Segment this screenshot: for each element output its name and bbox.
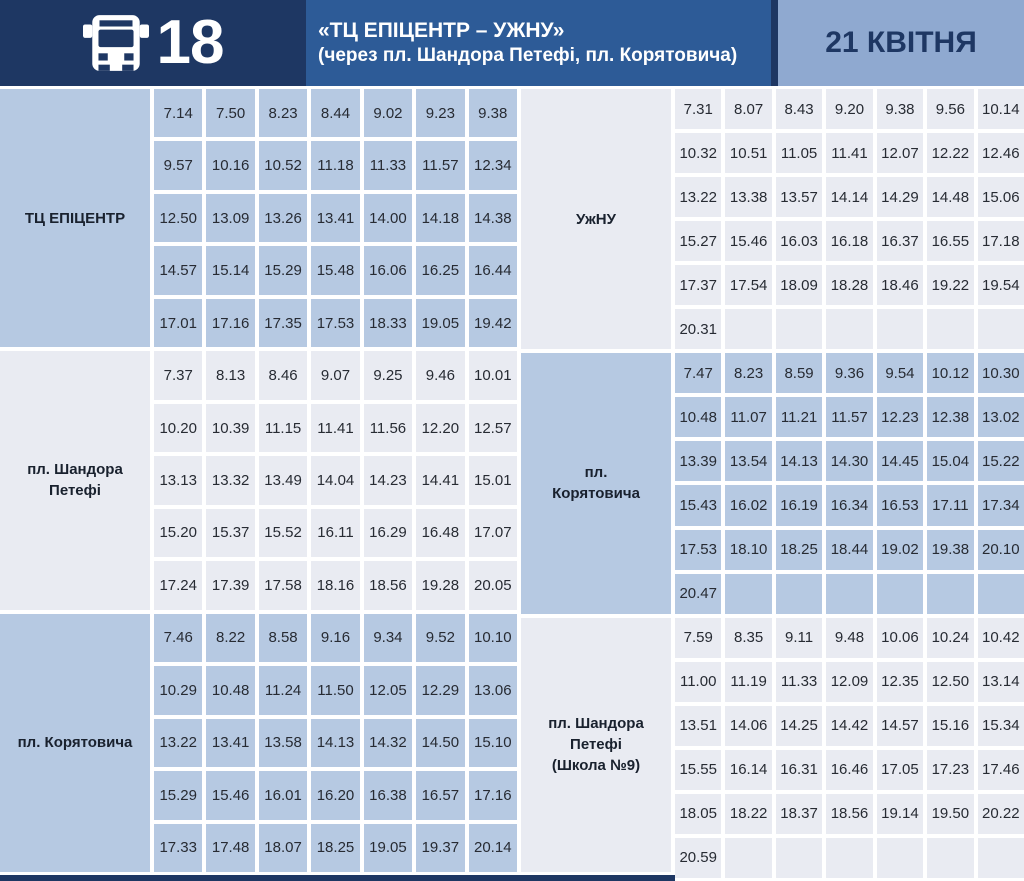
time-cell: 14.14: [826, 177, 872, 217]
time-cell: 14.57: [877, 706, 923, 746]
time-cell: 10.06: [877, 618, 923, 658]
time-cell: 7.47: [675, 353, 721, 393]
time-cell: 9.36: [826, 353, 872, 393]
time-cell: 18.25: [311, 824, 359, 872]
time-cell: 11.33: [776, 662, 822, 702]
time-cell: 15.48: [311, 246, 359, 294]
time-cell: 9.20: [826, 89, 872, 129]
time-cell: 12.35: [877, 662, 923, 702]
time-cell: 15.46: [725, 221, 771, 261]
time-cell: 17.11: [927, 485, 973, 525]
time-cell: 8.13: [206, 351, 254, 399]
schedule-section: [0, 614, 517, 872]
time-cell-empty: [877, 838, 923, 878]
time-cell: 12.09: [826, 662, 872, 702]
route-subtitle: (через пл. Шандора Петефі, пл. Корятовича): [318, 45, 738, 67]
time-cell: 12.22: [927, 133, 973, 173]
time-cell: 13.32: [206, 456, 254, 504]
time-cell: 15.10: [469, 719, 517, 767]
time-cell: 11.19: [725, 662, 771, 702]
time-cell: 19.38: [927, 530, 973, 570]
time-cell: 15.22: [978, 441, 1024, 481]
time-cell: 8.59: [776, 353, 822, 393]
time-cell: 13.58: [259, 719, 307, 767]
time-cell: 10.29: [154, 666, 202, 714]
time-cell: 7.46: [154, 614, 202, 662]
time-cell: 10.16: [206, 141, 254, 189]
time-cell: 12.38: [927, 397, 973, 437]
time-cell: 15.52: [259, 509, 307, 557]
time-cell: 8.35: [725, 618, 771, 658]
time-cell: 14.29: [877, 177, 923, 217]
time-cell: 18.33: [364, 299, 412, 347]
time-cell: 13.41: [311, 194, 359, 242]
time-cell: 13.06: [469, 666, 517, 714]
time-cell: 20.05: [469, 561, 517, 609]
time-cell: 14.45: [877, 441, 923, 481]
time-cell: 11.50: [311, 666, 359, 714]
time-cell: 18.56: [826, 794, 872, 834]
time-cell: 10.14: [978, 89, 1024, 129]
time-cell: 13.22: [154, 719, 202, 767]
time-cell: 14.38: [469, 194, 517, 242]
time-cell-empty: [877, 309, 923, 349]
time-cell: 14.13: [776, 441, 822, 481]
time-cell: 9.57: [154, 141, 202, 189]
time-cell: 12.05: [364, 666, 412, 714]
header-divider: [771, 0, 778, 86]
time-cell: 11.41: [826, 133, 872, 173]
time-cell: 13.26: [259, 194, 307, 242]
time-cell: 17.46: [978, 750, 1024, 790]
time-cell: 19.42: [469, 299, 517, 347]
time-cell: 20.31: [675, 309, 721, 349]
time-cell: 13.22: [675, 177, 721, 217]
time-cell: 14.41: [416, 456, 464, 504]
time-cell: 19.05: [416, 299, 464, 347]
time-cell: 16.01: [259, 771, 307, 819]
time-cell: 20.47: [675, 574, 721, 614]
time-cell: 19.14: [877, 794, 923, 834]
time-cell: 11.18: [311, 141, 359, 189]
time-cell: 11.33: [364, 141, 412, 189]
time-cell-empty: [725, 574, 771, 614]
time-cell: 11.24: [259, 666, 307, 714]
time-cell-empty: [978, 309, 1024, 349]
time-cell: 15.06: [978, 177, 1024, 217]
time-cell: 18.37: [776, 794, 822, 834]
time-cell: 19.05: [364, 824, 412, 872]
time-cell: 10.42: [978, 618, 1024, 658]
times-grid: [154, 351, 517, 609]
time-cell: 11.05: [776, 133, 822, 173]
time-cell: 8.58: [259, 614, 307, 662]
time-cell: 14.48: [927, 177, 973, 217]
time-cell: 13.39: [675, 441, 721, 481]
time-cell: 11.57: [416, 141, 464, 189]
time-cell: 14.57: [154, 246, 202, 294]
time-cell: 9.25: [364, 351, 412, 399]
time-cell: 19.28: [416, 561, 464, 609]
time-cell-empty: [725, 309, 771, 349]
time-cell: 16.34: [826, 485, 872, 525]
time-cell: 17.53: [311, 299, 359, 347]
time-cell: 17.35: [259, 299, 307, 347]
times-grid: [154, 614, 517, 872]
time-cell: 9.56: [927, 89, 973, 129]
time-cell: 16.02: [725, 485, 771, 525]
time-cell: 7.37: [154, 351, 202, 399]
time-cell: 17.39: [206, 561, 254, 609]
times-grid: [675, 353, 1024, 613]
time-cell: 16.19: [776, 485, 822, 525]
time-cell: 14.42: [826, 706, 872, 746]
time-cell: 18.16: [311, 561, 359, 609]
time-cell: 13.09: [206, 194, 254, 242]
bus-icon: [83, 10, 149, 76]
time-cell: 19.22: [927, 265, 973, 305]
schedule-board: [0, 86, 1024, 878]
stop-name: пл. Корятовича: [0, 614, 150, 872]
time-cell: 13.14: [978, 662, 1024, 702]
time-cell: 12.50: [154, 194, 202, 242]
time-cell: 14.23: [364, 456, 412, 504]
time-cell: 15.01: [469, 456, 517, 504]
time-cell: 14.30: [826, 441, 872, 481]
time-cell: 10.30: [978, 353, 1024, 393]
time-cell: 18.05: [675, 794, 721, 834]
time-cell: 17.07: [469, 509, 517, 557]
route-number-box: [0, 0, 306, 86]
time-cell: 9.07: [311, 351, 359, 399]
time-cell: 18.25: [776, 530, 822, 570]
time-cell: 8.22: [206, 614, 254, 662]
time-cell: 17.37: [675, 265, 721, 305]
time-cell-empty: [725, 838, 771, 878]
time-cell: 10.48: [206, 666, 254, 714]
time-cell: 16.53: [877, 485, 923, 525]
time-cell: 17.58: [259, 561, 307, 609]
time-cell: 17.23: [927, 750, 973, 790]
time-cell: 16.46: [826, 750, 872, 790]
time-cell: 18.10: [725, 530, 771, 570]
time-cell: 18.22: [725, 794, 771, 834]
time-cell: 11.07: [725, 397, 771, 437]
time-cell: 18.28: [826, 265, 872, 305]
time-cell: 15.14: [206, 246, 254, 294]
time-cell: 10.39: [206, 404, 254, 452]
time-cell: 19.02: [877, 530, 923, 570]
time-cell: 12.29: [416, 666, 464, 714]
time-cell: 10.10: [469, 614, 517, 662]
time-cell: 16.48: [416, 509, 464, 557]
time-cell: 20.22: [978, 794, 1024, 834]
schedule-column-outbound: [0, 89, 517, 878]
times-grid: [675, 89, 1024, 349]
time-cell: 7.31: [675, 89, 721, 129]
time-cell: 14.25: [776, 706, 822, 746]
time-cell: 16.37: [877, 221, 923, 261]
time-cell-empty: [776, 838, 822, 878]
time-cell: 9.46: [416, 351, 464, 399]
time-cell: 9.38: [877, 89, 923, 129]
time-cell: 17.16: [206, 299, 254, 347]
time-cell: 18.56: [364, 561, 412, 609]
time-cell: 12.50: [927, 662, 973, 702]
time-cell: 16.20: [311, 771, 359, 819]
time-cell: 9.52: [416, 614, 464, 662]
time-cell: 14.00: [364, 194, 412, 242]
footer-bar: [0, 875, 675, 881]
time-cell: 15.29: [154, 771, 202, 819]
time-cell: 10.48: [675, 397, 721, 437]
time-cell: 18.44: [826, 530, 872, 570]
time-cell: 19.37: [416, 824, 464, 872]
time-cell: 17.53: [675, 530, 721, 570]
time-cell: 16.44: [469, 246, 517, 294]
time-cell: 10.32: [675, 133, 721, 173]
time-cell: 9.48: [826, 618, 872, 658]
time-cell: 15.04: [927, 441, 973, 481]
time-cell: 9.23: [416, 89, 464, 137]
time-cell: 15.46: [206, 771, 254, 819]
time-cell: 13.41: [206, 719, 254, 767]
time-cell: 17.48: [206, 824, 254, 872]
time-cell: 16.57: [416, 771, 464, 819]
time-cell: 16.29: [364, 509, 412, 557]
stop-name: пл. Шандора Петефі: [0, 351, 150, 609]
time-cell: 14.32: [364, 719, 412, 767]
time-cell: 8.44: [311, 89, 359, 137]
time-cell: 16.31: [776, 750, 822, 790]
time-cell: 9.34: [364, 614, 412, 662]
time-cell: 16.18: [826, 221, 872, 261]
time-cell: 17.54: [725, 265, 771, 305]
time-cell: 16.55: [927, 221, 973, 261]
time-cell: 14.18: [416, 194, 464, 242]
time-cell: 11.57: [826, 397, 872, 437]
time-cell: 10.52: [259, 141, 307, 189]
time-cell: 11.15: [259, 404, 307, 452]
stop-name: УжНУ: [521, 89, 671, 349]
time-cell: 8.23: [259, 89, 307, 137]
schedule-section: [521, 618, 1024, 878]
time-cell-empty: [826, 309, 872, 349]
times-grid: [675, 618, 1024, 878]
schedule-section: [521, 353, 1024, 613]
time-cell: 13.13: [154, 456, 202, 504]
time-cell: 12.46: [978, 133, 1024, 173]
stop-name: ТЦ ЕПІЦЕНТР: [0, 89, 150, 347]
time-cell: 12.34: [469, 141, 517, 189]
time-cell: 11.00: [675, 662, 721, 702]
time-cell: 11.21: [776, 397, 822, 437]
time-cell: 9.38: [469, 89, 517, 137]
time-cell: 9.54: [877, 353, 923, 393]
time-cell: 19.50: [927, 794, 973, 834]
time-cell: 17.16: [469, 771, 517, 819]
time-cell: 12.20: [416, 404, 464, 452]
route-title-bar: [306, 0, 771, 86]
time-cell: 18.07: [259, 824, 307, 872]
time-cell: 18.46: [877, 265, 923, 305]
time-cell: 12.23: [877, 397, 923, 437]
time-cell: 9.11: [776, 618, 822, 658]
time-cell: 15.55: [675, 750, 721, 790]
time-cell: 16.11: [311, 509, 359, 557]
time-cell: 14.04: [311, 456, 359, 504]
time-cell: 17.24: [154, 561, 202, 609]
time-cell: 16.14: [725, 750, 771, 790]
time-cell: 10.01: [469, 351, 517, 399]
time-cell-empty: [978, 838, 1024, 878]
time-cell-empty: [776, 574, 822, 614]
time-cell: 7.14: [154, 89, 202, 137]
time-cell: 15.43: [675, 485, 721, 525]
time-cell: 13.54: [725, 441, 771, 481]
time-cell: 10.24: [927, 618, 973, 658]
time-cell-empty: [826, 838, 872, 878]
time-cell: 11.41: [311, 404, 359, 452]
time-cell-empty: [927, 574, 973, 614]
times-grid: [154, 89, 517, 347]
time-cell: 17.05: [877, 750, 923, 790]
time-cell: 15.20: [154, 509, 202, 557]
stop-name: пл. Корятовича: [521, 353, 671, 613]
time-cell: 7.50: [206, 89, 254, 137]
header: [0, 0, 1024, 86]
schedule-section: [521, 89, 1024, 349]
time-cell: 15.29: [259, 246, 307, 294]
time-cell: 11.56: [364, 404, 412, 452]
time-cell: 16.25: [416, 246, 464, 294]
time-cell: 17.34: [978, 485, 1024, 525]
time-cell-empty: [776, 309, 822, 349]
time-cell: 10.51: [725, 133, 771, 173]
stop-name: пл. Шандора Петефі (Школа №9): [521, 618, 671, 872]
time-cell: 8.46: [259, 351, 307, 399]
time-cell: 13.02: [978, 397, 1024, 437]
time-cell: 19.54: [978, 265, 1024, 305]
date-badge: 21 КВІТНЯ: [778, 0, 1024, 86]
time-cell: 15.34: [978, 706, 1024, 746]
time-cell: 13.38: [725, 177, 771, 217]
route-title: «ТЦ ЕПІЦЕНТР – УЖНУ»: [318, 19, 565, 42]
time-cell: 18.09: [776, 265, 822, 305]
time-cell: 13.49: [259, 456, 307, 504]
time-cell: 14.06: [725, 706, 771, 746]
time-cell-empty: [826, 574, 872, 614]
time-cell: 13.57: [776, 177, 822, 217]
time-cell: 8.23: [725, 353, 771, 393]
time-cell: 14.13: [311, 719, 359, 767]
time-cell: 16.06: [364, 246, 412, 294]
time-cell: 8.07: [725, 89, 771, 129]
time-cell: 16.03: [776, 221, 822, 261]
time-cell: 17.33: [154, 824, 202, 872]
time-cell-empty: [927, 309, 973, 349]
time-cell-empty: [877, 574, 923, 614]
time-cell: 17.18: [978, 221, 1024, 261]
time-cell: 10.20: [154, 404, 202, 452]
time-cell: 14.50: [416, 719, 464, 767]
time-cell: 17.01: [154, 299, 202, 347]
time-cell: 7.59: [675, 618, 721, 658]
time-cell: 20.10: [978, 530, 1024, 570]
time-cell-empty: [927, 838, 973, 878]
time-cell: 15.27: [675, 221, 721, 261]
schedule-column-return: [521, 89, 1024, 878]
schedule-section: [0, 351, 517, 609]
time-cell: 12.07: [877, 133, 923, 173]
time-cell-empty: [978, 574, 1024, 614]
time-cell: 9.02: [364, 89, 412, 137]
time-cell: 13.51: [675, 706, 721, 746]
time-cell: 10.12: [927, 353, 973, 393]
time-cell: 9.16: [311, 614, 359, 662]
time-cell: 16.38: [364, 771, 412, 819]
time-cell: 8.43: [776, 89, 822, 129]
route-number: 18: [156, 8, 224, 77]
time-cell: 20.59: [675, 838, 721, 878]
time-cell: 20.14: [469, 824, 517, 872]
time-cell: 15.16: [927, 706, 973, 746]
time-cell: 12.57: [469, 404, 517, 452]
time-cell: 15.37: [206, 509, 254, 557]
schedule-section: [0, 89, 517, 347]
